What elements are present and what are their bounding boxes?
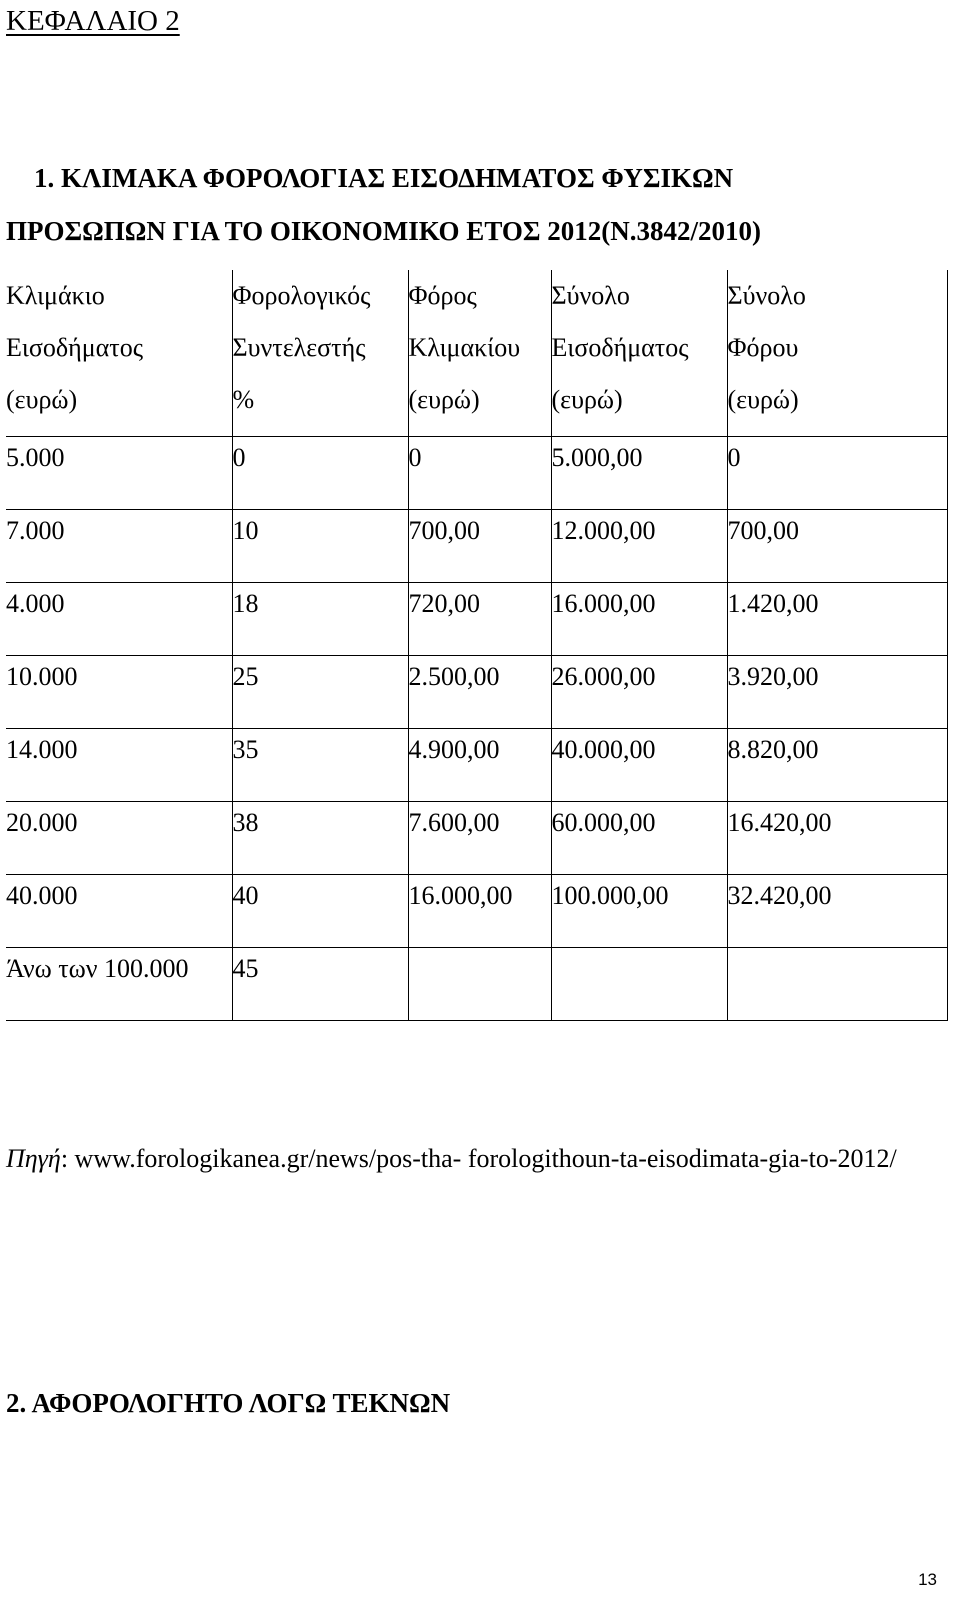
section-1-heading-line-2: ΠΡΟΣΩΠΩΝ ΓΙΑ ΤΟ ΟΙΚΟΝΟΜΙΚΟ ΕΤΟΣ 2012(Ν.3842/2010) <box>6 216 761 246</box>
section-2-heading: 2. ΑΦΟΡΟΛΟΓΗΤΟ ΛΟΓΩ ΤΕΚΝΩΝ <box>6 1388 451 1418</box>
table-cell: 60.000,00 <box>551 802 727 875</box>
table-cell: 16.000,00 <box>551 583 727 656</box>
table-cell: 720,00 <box>408 583 551 656</box>
table-cell: 7.600,00 <box>408 802 551 875</box>
table-cell: 32.420,00 <box>727 875 947 948</box>
source-url-text: : www.forologikanea.gr/news/pos-tha- forologithoun-ta-eisodimata-gia-to-2012/ <box>60 1144 897 1173</box>
table-cell: 700,00 <box>408 510 551 583</box>
table-cell: 38 <box>232 802 408 875</box>
table-cell: 35 <box>232 729 408 802</box>
header-income-bracket: Κλιμάκιο Εισοδήματος (ευρώ) <box>6 270 232 437</box>
table-cell: 7.000 <box>6 510 232 583</box>
table-cell: 4.900,00 <box>408 729 551 802</box>
table-row <box>6 802 947 875</box>
table-row <box>6 875 947 948</box>
table-cell <box>408 948 551 1021</box>
table-cell: 16.420,00 <box>727 802 947 875</box>
income-tax-scale-table <box>6 270 948 1021</box>
table-cell: 18 <box>232 583 408 656</box>
table-cell: 10 <box>232 510 408 583</box>
table-cell: 100.000,00 <box>551 875 727 948</box>
table-row <box>6 729 947 802</box>
section-1-heading-line-1: 1. ΚΛΙΜΑΚΑ ΦΟΡΟΛΟΓΙΑΣ ΕΙΣΟΔΗΜΑΤΟΣ ΦΥΣΙΚΩΝ <box>34 163 734 193</box>
source-note <box>6 1134 906 1184</box>
header-total-income: Σύνολο Εισοδήματος (ευρώ) <box>551 270 727 437</box>
table-row <box>6 437 947 510</box>
chapter-title: ΚΕΦΑΛΑΙΟ 2 <box>6 5 180 37</box>
table-header-row <box>6 270 947 437</box>
table-cell: 0 <box>232 437 408 510</box>
table-cell: 40.000 <box>6 875 232 948</box>
table-cell: 2.500,00 <box>408 656 551 729</box>
table-cell: 26.000,00 <box>551 656 727 729</box>
table-cell: 0 <box>408 437 551 510</box>
table-cell: 20.000 <box>6 802 232 875</box>
table-cell: 8.820,00 <box>727 729 947 802</box>
table-cell: 10.000 <box>6 656 232 729</box>
table-cell: 0 <box>727 437 947 510</box>
table-cell <box>727 948 947 1021</box>
table-cell: 4.000 <box>6 583 232 656</box>
table-cell <box>551 948 727 1021</box>
table-cell: 3.920,00 <box>727 656 947 729</box>
table-cell: 5.000 <box>6 437 232 510</box>
table-cell: 5.000,00 <box>551 437 727 510</box>
table-cell: 12.000,00 <box>551 510 727 583</box>
header-total-tax: Σύνολο Φόρου (ευρώ) <box>727 270 947 437</box>
table-cell: 45 <box>232 948 408 1021</box>
table-row <box>6 948 947 1021</box>
table-row <box>6 656 947 729</box>
page-number: 13 <box>918 1570 937 1589</box>
table-cell: 25 <box>232 656 408 729</box>
source-label: Πηγή <box>6 1144 61 1173</box>
table-cell: 16.000,00 <box>408 875 551 948</box>
table-row <box>6 583 947 656</box>
table-cell: 40.000,00 <box>551 729 727 802</box>
header-tax-rate: Φορολογικός Συντελεστής % <box>232 270 408 437</box>
table-cell: Άνω των 100.000 <box>6 948 232 1021</box>
table-cell: 40 <box>232 875 408 948</box>
header-bracket-tax: Φόρος Κλιμακίου (ευρώ) <box>408 270 551 437</box>
table-row <box>6 510 947 583</box>
table-cell: 14.000 <box>6 729 232 802</box>
table-cell: 700,00 <box>727 510 947 583</box>
table-cell: 1.420,00 <box>727 583 947 656</box>
